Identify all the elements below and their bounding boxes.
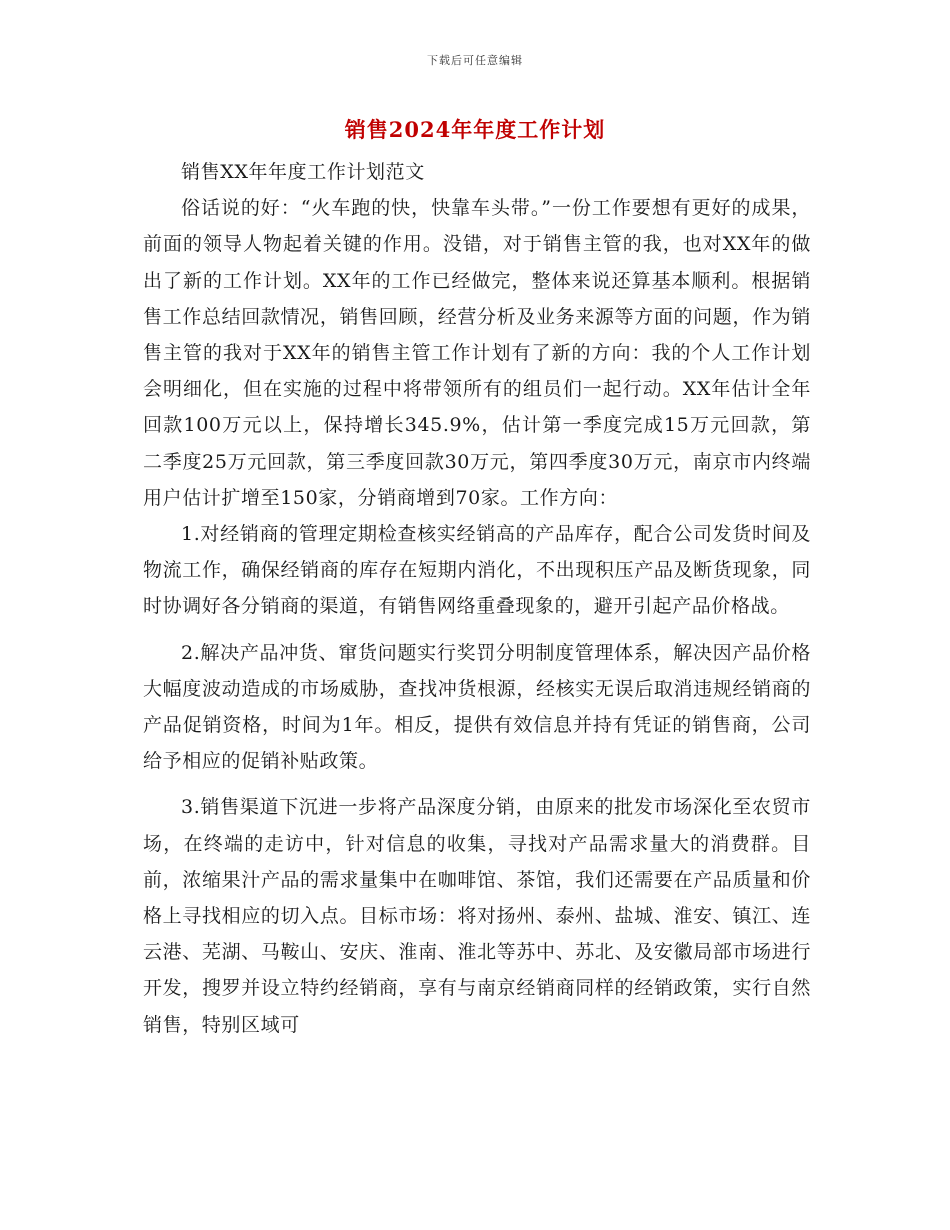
paragraph-intro: 俗话说的好：“火车跑的快，快靠车头带。”一份工作要想有更好的成果，前面的领导人物起着关键的作用。没错，对于销售主管的我，也对XX年的做出了新的工作计划。XX年的工作已经做完，整体来说还算基本顺利。根据销售工作总结回款情况，销售回顾，经营分析及业务来源等方面的问题，作为销售主管的我对于XX年的销售主管工作计划有了新的方向：我的个人工作计划会明细化，但在实施的过程中将带领所有的组员们一起行动。XX年估计全年回款100万元以上，保持增长345.9%，估计第一季度完成15万元回款，第二季度25万元回款，第三季度回款30万元，第四季度30万元，南京市内终端用户估计扩增至150家，分销商增到70家。工作方向： <box>143 197 811 509</box>
paragraph-item-2: 2.解决产品冲货、窜货问题实行奖罚分明制度管理体系，解决因产品价格大幅度波动造成的市场威胁，查找冲货根源，经核实无误后取消违规经销商的产品促销资格，时间为1年。相反，提供有效信息并持有凭证的销售商，公司给予相应的促销补贴政策。 <box>143 641 811 773</box>
paragraph-item-3: 3.销售渠道下沉进一步将产品深度分销，由原来的批发市场深化至农贸市场，在终端的走访中，针对信息的收集，寻找对产品需求量大的消费群。目前，浓缩果汁产品的需求量集中在咖啡馆、茶馆，我们还需要在产品质量和价格上寻找相应的切入点。目标市场：将对扬州、泰州、盐城、淮安、镇江、连云港、芜湖、马鞍山、安庆、淮南、淮北等苏中、苏北、及安徽局部市场进行开发，搜罗并设立特约经销商，享有与南京经销商同样的经销政策，实行自然销售，特别区域可 <box>143 796 811 1036</box>
paragraph-item-1: 1.对经销商的管理定期检查核实经销高的产品库存，配合公司发货时间及物流工作，确保经销商的库存在短期内消化，不出现积压产品及断货现象，同时协调好各分销商的渠道，有销售网络重叠现象的，避开引起产品价格战。 <box>143 523 811 618</box>
paragraph-subtitle: 销售XX年年度工作计划范文 <box>181 161 425 183</box>
page-header: 下载后可任意编辑 <box>427 54 523 67</box>
document-body <box>143 154 811 1043</box>
document-title: 销售2024年年度工作计划 <box>344 117 606 142</box>
